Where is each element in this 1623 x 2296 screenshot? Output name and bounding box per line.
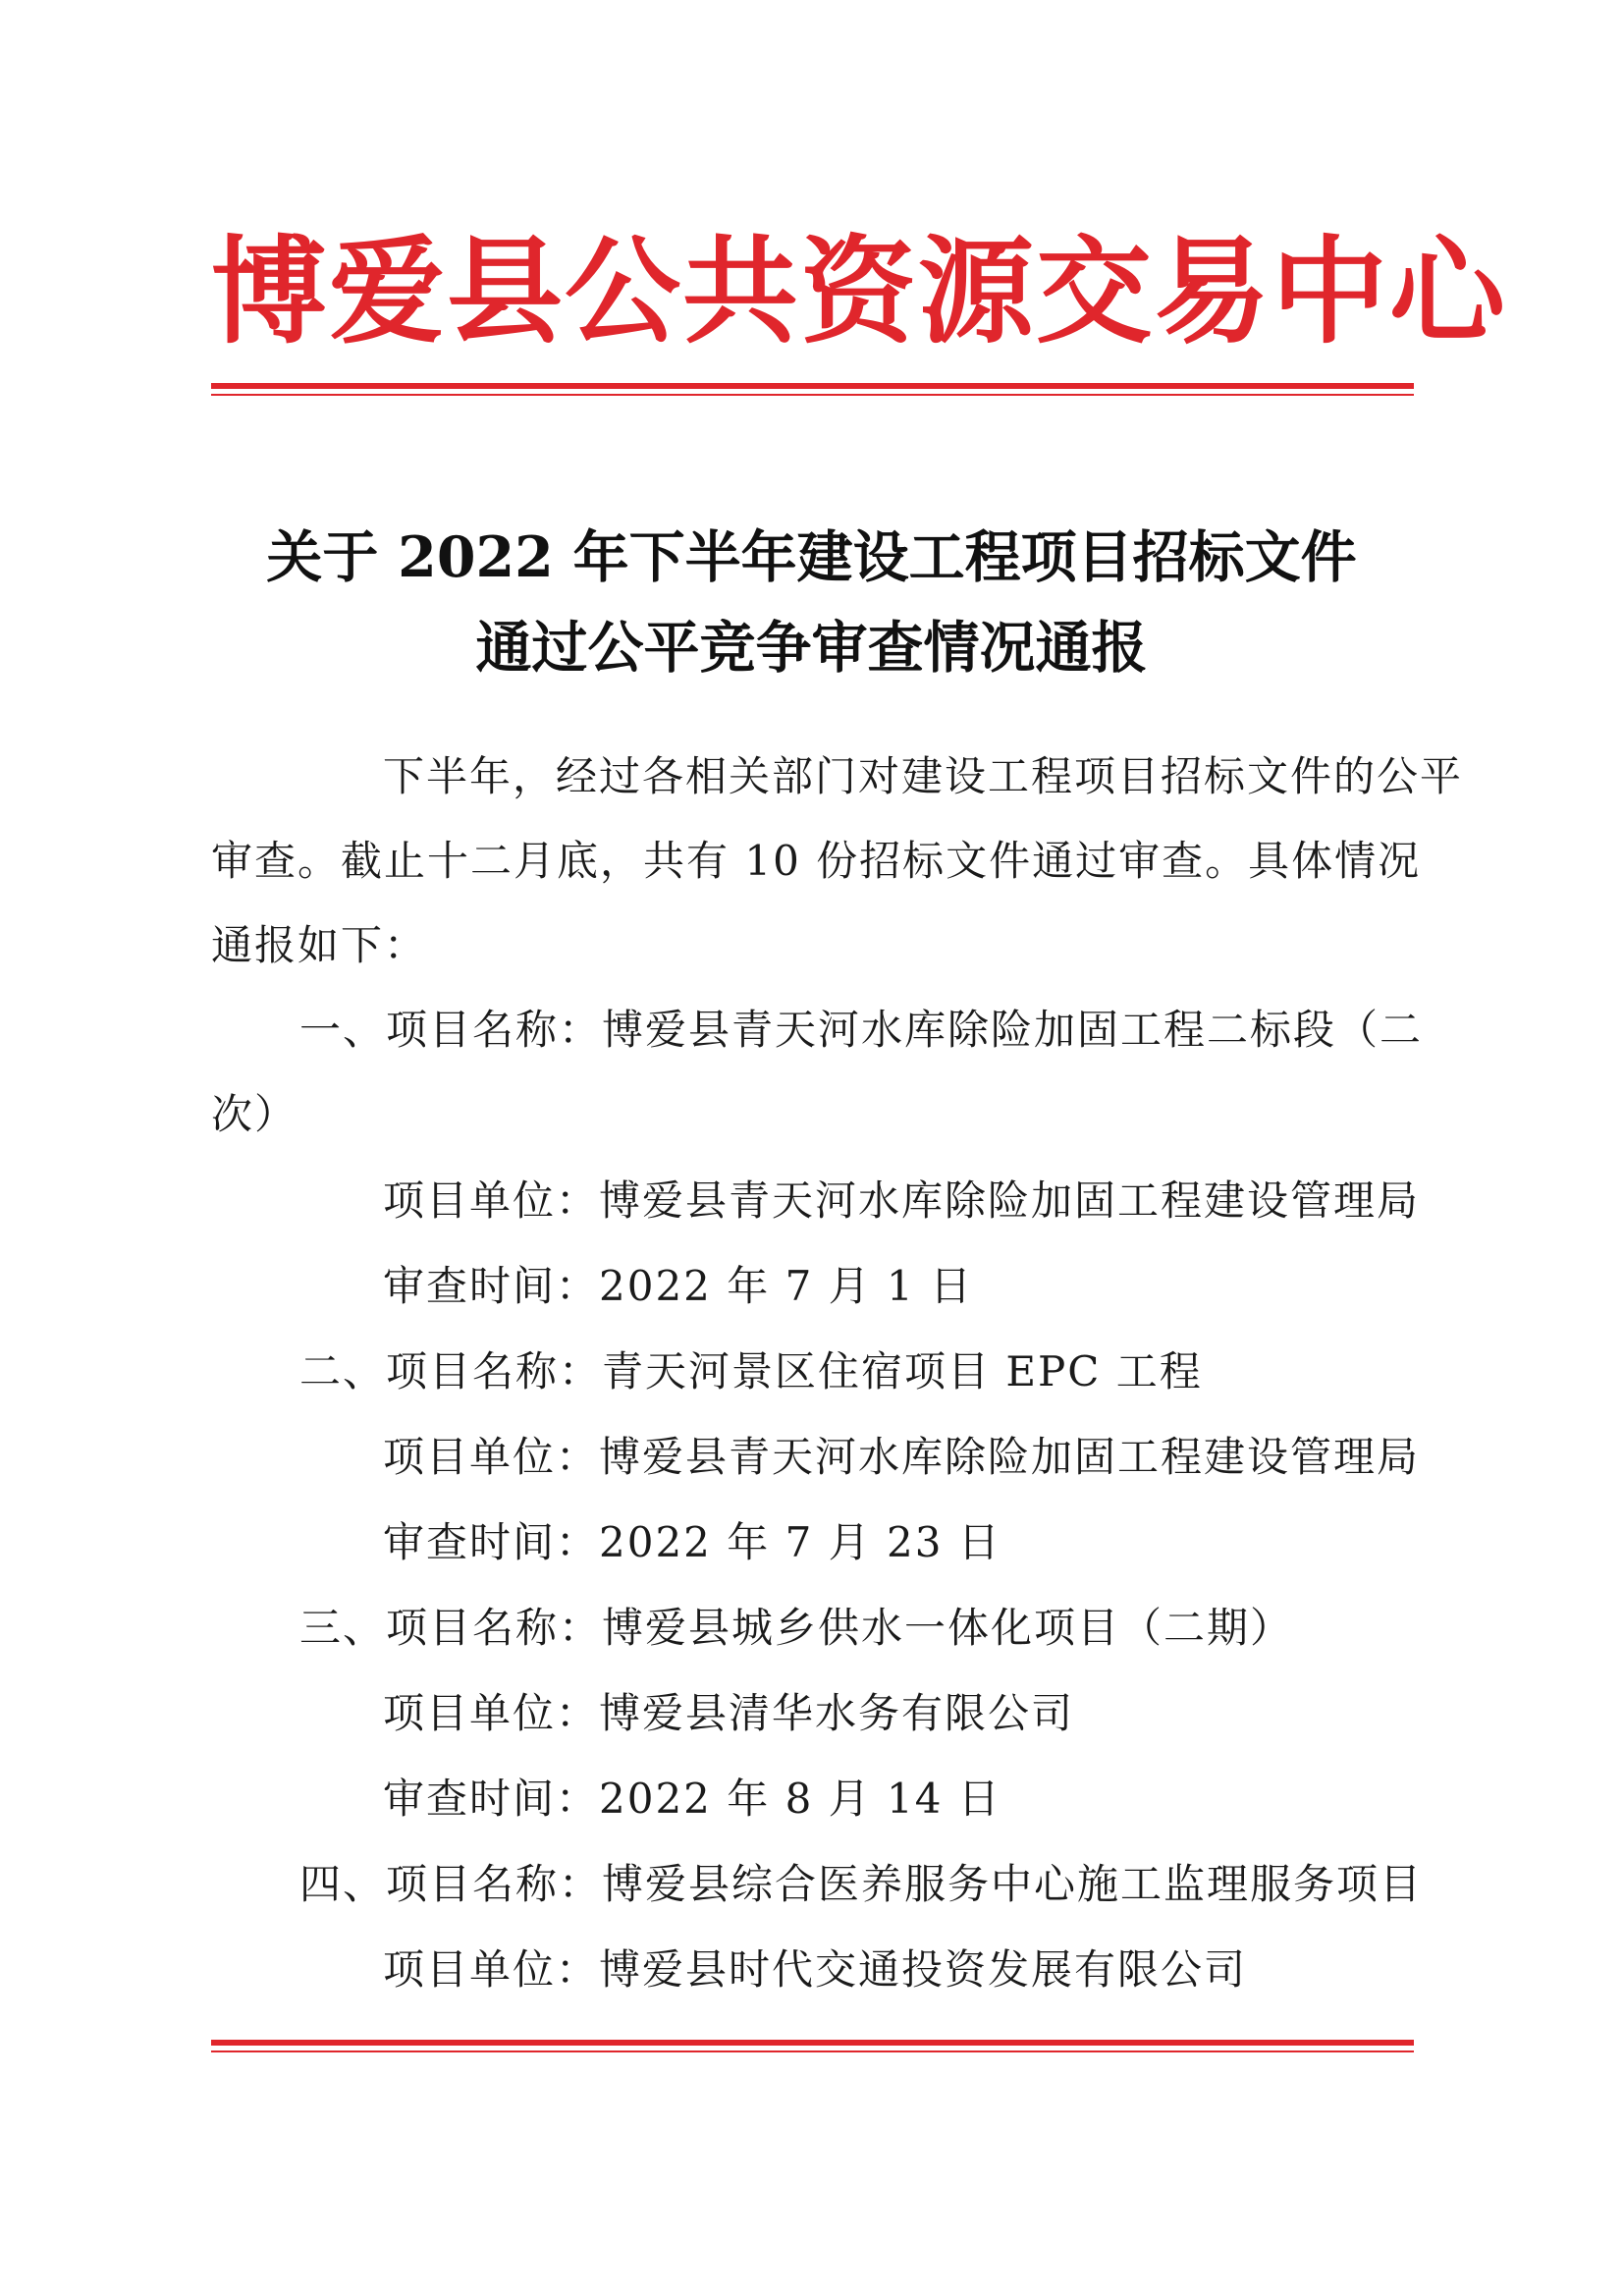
item-1-name: 一、项目名称：博爱县青天河水库除险加固工程二标段（二 <box>299 1006 1424 1054</box>
header-divider-thin <box>211 394 1414 396</box>
item-2-unit: 项目单位：博爱县青天河水库除险加固工程建设管理局 <box>383 1433 1421 1481</box>
item-3-review-time: 审查时间：2022 年 8 月 14 日 <box>383 1775 1001 1823</box>
item-1-name-cont: 次） <box>211 1090 298 1138</box>
item-1-review-time: 审查时间：2022 年 7 月 1 日 <box>383 1262 974 1310</box>
org-letterhead-title: 博爱县公共资源交易中心 <box>211 223 1508 359</box>
footer-divider-thin <box>211 2050 1414 2052</box>
intro-line-3: 通报如下： <box>211 921 428 969</box>
footer-divider <box>211 2040 1414 2052</box>
item-2-review-time: 审查时间：2022 年 7 月 23 日 <box>383 1518 1001 1566</box>
item-1-unit: 项目单位：博爱县青天河水库除险加固工程建设管理局 <box>383 1176 1421 1225</box>
item-4-name: 四、项目名称：博爱县综合医养服务中心施工监理服务项目 <box>299 1860 1424 1908</box>
item-4-unit: 项目单位：博爱县时代交通投资发展有限公司 <box>383 1945 1248 1994</box>
item-2-name: 二、项目名称：青天河景区住宿项目 EPC 工程 <box>299 1347 1203 1395</box>
header-divider <box>211 383 1414 396</box>
document-title-line-1: 关于 2022 年下半年建设工程项目招标文件 <box>266 524 1357 590</box>
intro-line-1: 下半年，经过各相关部门对建设工程项目招标文件的公平 <box>383 752 1464 800</box>
intro-line-2: 审查。截止十二月底，共有 10 份招标文件通过审查。具体情况 <box>211 837 1422 885</box>
item-3-unit: 项目单位：博爱县清华水务有限公司 <box>383 1689 1075 1737</box>
item-3-name: 三、项目名称：博爱县城乡供水一体化项目（二期） <box>299 1604 1294 1652</box>
document-title-line-2: 通过公平竞争审查情况通报 <box>475 615 1148 681</box>
